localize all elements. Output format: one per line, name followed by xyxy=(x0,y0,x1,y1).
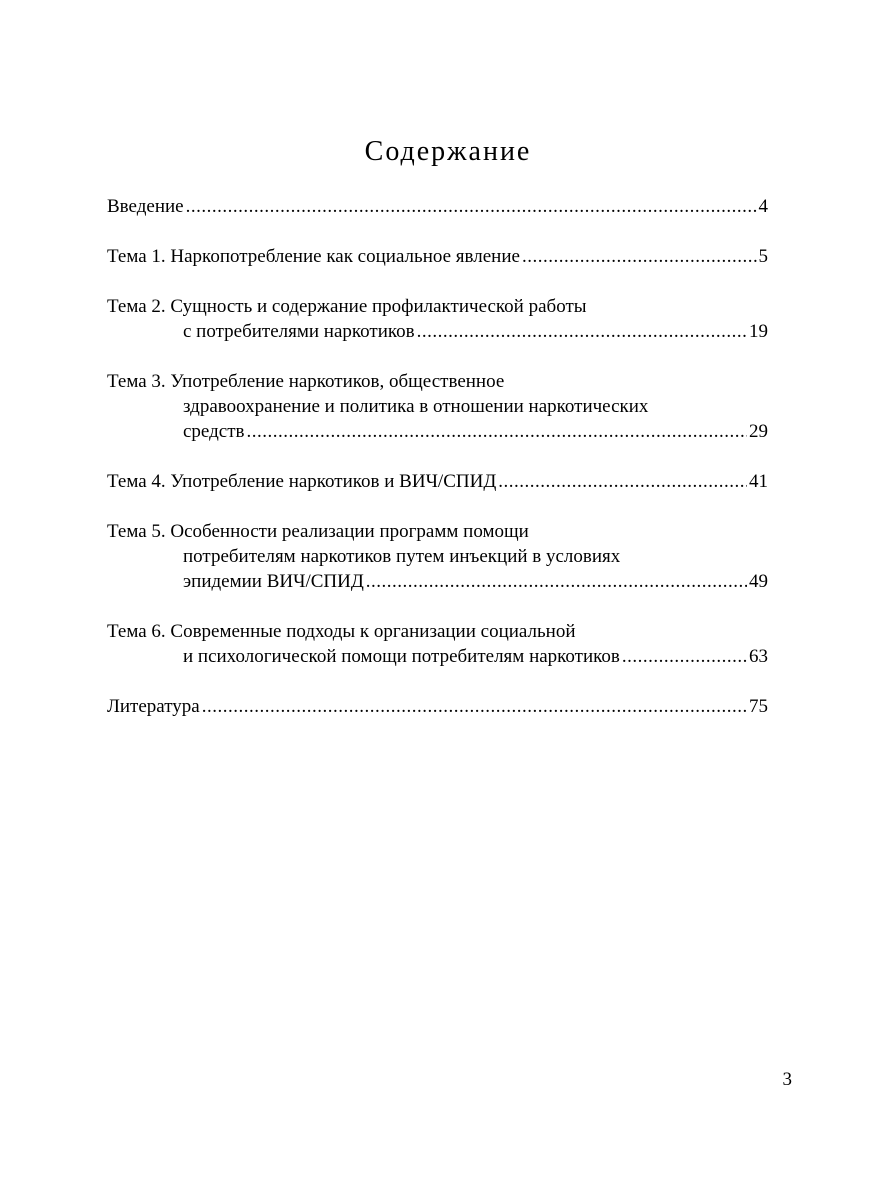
toc-entry-topic-6[interactable] xyxy=(107,619,768,669)
table-of-contents xyxy=(107,194,768,744)
toc-entry-page: 63 xyxy=(749,646,768,667)
toc-entry-title-line: Тема 6. Современные подходы к организации социальной xyxy=(107,621,576,642)
toc-entry-topic-5[interactable] xyxy=(107,519,768,594)
toc-entry-title-line: Тема 3. Употребление наркотиков, общественное xyxy=(107,371,505,392)
toc-leader-dots xyxy=(366,569,747,594)
toc-entry-title: Тема 1. Наркопотребление как социальное явление xyxy=(107,246,520,267)
toc-entry-page: 29 xyxy=(749,421,768,442)
toc-entry-title: средств xyxy=(183,421,245,442)
toc-entry-line xyxy=(107,569,768,594)
toc-entry-line xyxy=(107,694,768,719)
toc-entry-title-line: Тема 5. Особенности реализации программ помощи xyxy=(107,521,529,542)
toc-entry-page: 5 xyxy=(758,246,768,267)
toc-entry-page: 4 xyxy=(758,196,768,217)
page-number: 3 xyxy=(782,1069,792,1090)
toc-leader-dots xyxy=(247,419,748,444)
toc-leader-dots xyxy=(498,469,747,494)
toc-entry-title: Тема 4. Употребление наркотиков и ВИЧ/СПИД xyxy=(107,471,497,492)
toc-entry-title: Введение xyxy=(107,196,184,217)
toc-entry-title: Литература xyxy=(107,696,200,717)
toc-entry-line xyxy=(107,319,768,344)
toc-entry-topic-3[interactable] xyxy=(107,369,768,444)
toc-entry-line xyxy=(107,194,768,219)
toc-entry-page: 49 xyxy=(749,571,768,592)
toc-entry-title: и психологической помощи потребителям наркотиков xyxy=(183,646,620,667)
toc-entry-title-line: здравоохранение и политика в отношении наркотических xyxy=(183,396,649,417)
toc-entry-title: эпидемии ВИЧ/СПИД xyxy=(183,571,364,592)
toc-entry-introduction[interactable] xyxy=(107,194,768,219)
toc-entry-topic-2[interactable] xyxy=(107,294,768,344)
toc-entry-page: 19 xyxy=(749,321,768,342)
page-title: Содержание xyxy=(364,136,532,167)
toc-entry-title-line: Тема 2. Сущность и содержание профилактической работы xyxy=(107,296,587,317)
toc-entry-line xyxy=(107,244,768,269)
toc-entry-page: 75 xyxy=(749,696,768,717)
toc-entry-literature[interactable] xyxy=(107,694,768,719)
toc-entry-topic-4[interactable] xyxy=(107,469,768,494)
toc-leader-dots xyxy=(417,319,747,344)
toc-leader-dots xyxy=(186,194,757,219)
toc-leader-dots xyxy=(522,244,757,269)
toc-entry-topic-1[interactable] xyxy=(107,244,768,269)
toc-entry-line xyxy=(107,469,768,494)
toc-entry-title-line: потребителям наркотиков путем инъекций в условиях xyxy=(183,546,621,567)
toc-leader-dots xyxy=(202,694,747,719)
toc-entry-line xyxy=(107,644,768,669)
toc-entry-title: с потребителями наркотиков xyxy=(183,321,415,342)
toc-leader-dots xyxy=(622,644,747,669)
toc-entry-page: 41 xyxy=(749,471,768,492)
toc-entry-line xyxy=(107,419,768,444)
